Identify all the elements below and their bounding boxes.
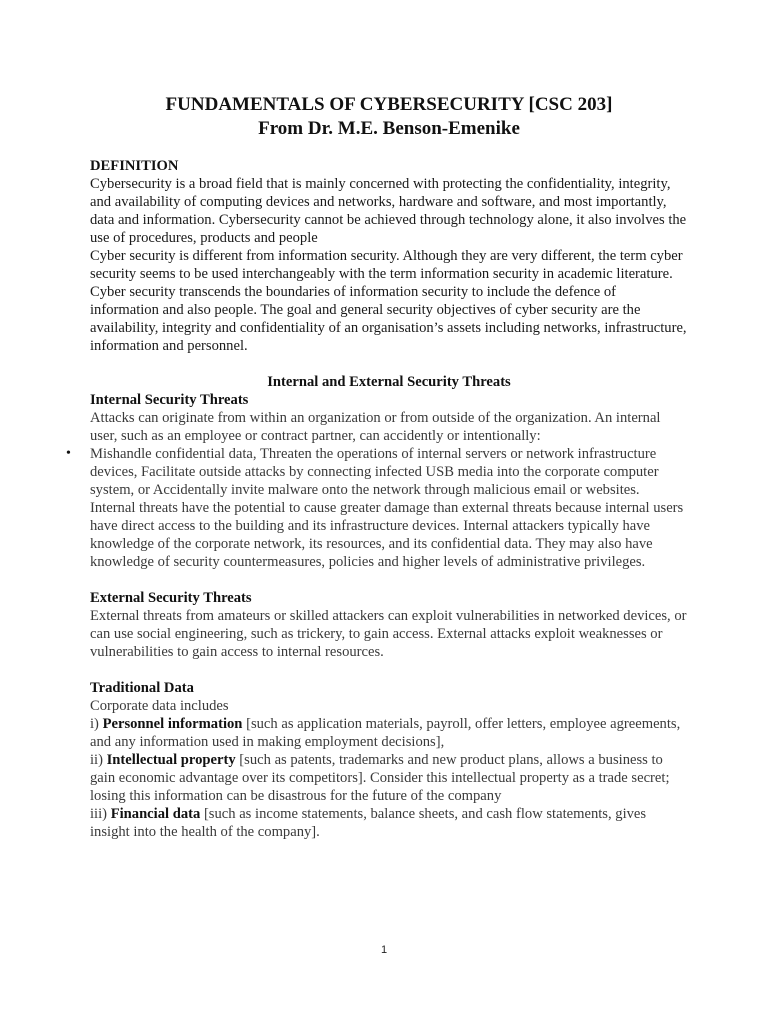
external-threats-text: External threats from amateurs or skilled attackers can exploit vulnerabilities in networked devices, or can use social engineering, such as trickery, to gain access. External attacks exploit weaknesses or vulnerabilities to gain access to internal resources. <box>90 608 687 660</box>
spacer <box>90 661 688 679</box>
threats-section-heading: Internal and External Security Threats <box>267 374 511 390</box>
traditional-data-item-3 <box>90 805 688 841</box>
item-1-text: [such as application materials, payroll, offer letters, employee agreements, and any information used in making employment decisions], <box>90 716 681 750</box>
item-1-term: Personnel information <box>102 716 243 732</box>
item-3-text: [such as income statements, balance sheets, and cash flow statements, gives insight into the health of the company]. <box>90 806 647 840</box>
document-title <box>90 93 688 141</box>
spacer <box>90 355 688 373</box>
internal-threats-bullet <box>66 445 688 571</box>
external-threats-heading: External Security Threats <box>90 590 252 606</box>
definition-paragraph-2: Cyber security is different from information security. Although they are very different, the term cyber security seems to be used interchangeably with the term information security in academic literature. Cyber security transcends the boundaries of information security to include the defence of information and also people. The goal and general security objectives of cyber security are the availability, integrity and confidentiality of an organisation’s assets including networks, infrastructure, information and personnel. <box>90 248 687 354</box>
title-line-2: From Dr. M.E. Benson-Emenike <box>258 118 520 139</box>
traditional-data-heading: Traditional Data <box>90 680 194 696</box>
internal-threats-intro: Attacks can originate from within an organization or from outside of the organization. An internal user, such as an employee or contract partner, can accidently or intentionally: <box>90 410 661 444</box>
traditional-data-intro: Corporate data includes <box>90 698 229 714</box>
title-line-1: FUNDAMENTALS OF CYBERSECURITY [CSC 203] <box>165 94 613 115</box>
document-body <box>66 157 688 841</box>
item-2-term: Intellectual property <box>106 752 236 768</box>
bullet-icon: • <box>66 446 71 461</box>
definition-heading: DEFINITION <box>90 158 179 174</box>
spacer <box>90 571 688 589</box>
item-3-prefix: iii) <box>90 806 111 822</box>
internal-threats-continuation: Internal threats have the potential to cause greater damage than external threats because internal users have direct access to the building and its infrastructure devices. Internal attackers typically have knowledge of the corporate network, its resources, and its confidential data. They may also have knowledge of security countermeasures, policies and higher levels of administrative privileges. <box>90 500 684 570</box>
page-number: 1 <box>380 944 388 956</box>
internal-threats-heading: Internal Security Threats <box>90 392 249 408</box>
definition-paragraph-1: Cybersecurity is a broad field that is mainly concerned with protecting the confidentiality, integrity, and availability of computing devices and networks, hardware and software, and most importantly, data and information. Cybersecurity cannot be achieved through technology alone, it also involves the use of procedures, products and people <box>90 176 687 246</box>
item-1-prefix: i) <box>90 716 103 732</box>
item-2-text: [such as patents, trademarks and new product plans, allows a business to gain economic advantage over its competitors]. Consider this intellectual property as a trade secret; losing this information can be disastrous for the future of the company <box>90 752 670 804</box>
item-3-term: Financial data <box>110 806 201 822</box>
item-2-prefix: ii) <box>90 752 107 768</box>
traditional-data-item-1 <box>90 715 688 751</box>
internal-threats-bullet-text: Mishandle confidential data, Threaten the operations of internal servers or network infrastructure devices, Facilitate outside attacks by connecting infected USB media into the corporate computer system, or Accidentally invite malware onto the network through malicious email or websites. <box>90 446 659 498</box>
traditional-data-item-2 <box>90 751 688 805</box>
